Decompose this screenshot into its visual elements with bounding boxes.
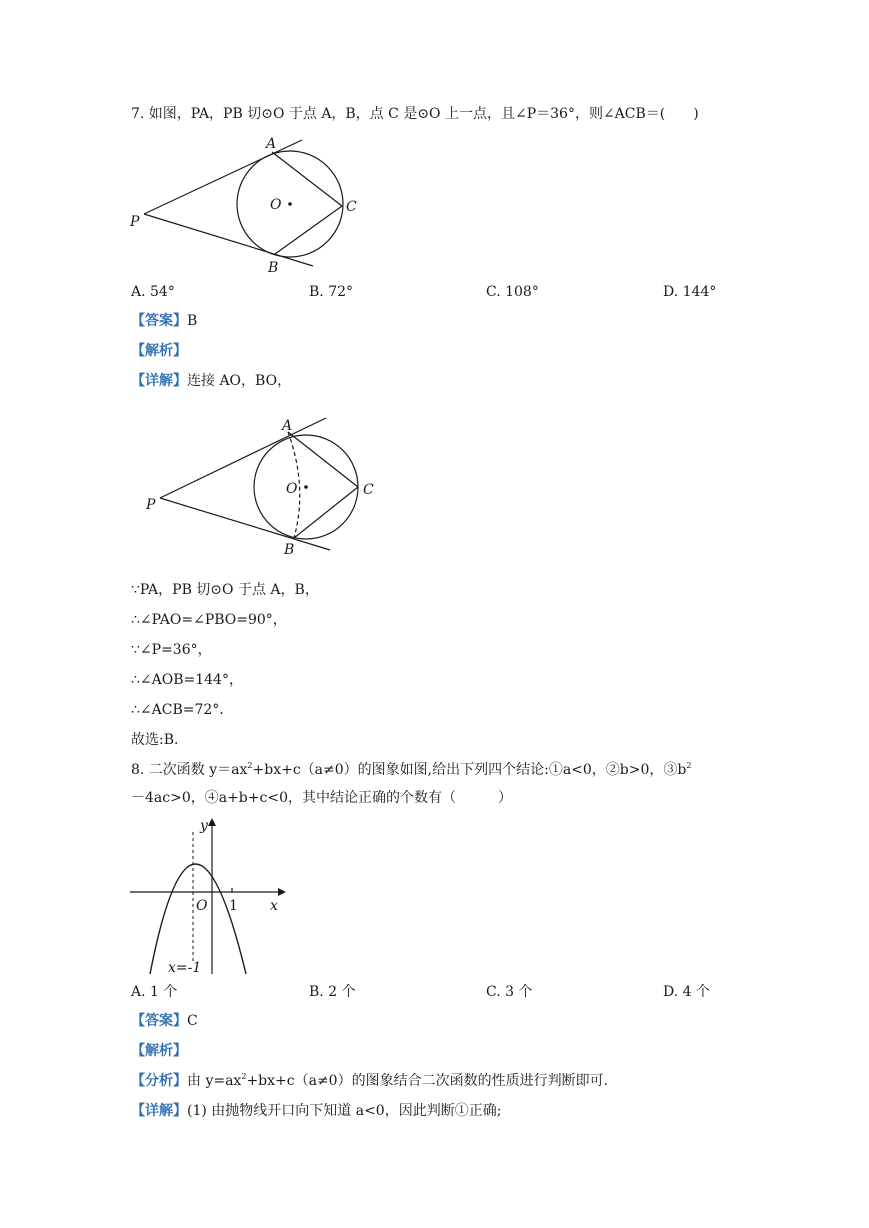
q7-step-4: ∴∠AOB=144°， — [131, 672, 243, 688]
q8-fenxi: 【分析】由 $y=ax^2+bx+c(a\ne 0)$的图象结合二次函数的性质进行判断即可. — [131, 1072, 609, 1089]
label-x: x — [270, 898, 278, 914]
y-axis-arrow — [208, 818, 216, 826]
q8-detail: 【详解】(1) 由抛物线开口向下知道 a<0，因此判断①正确; — [131, 1103, 502, 1119]
center-dot — [288, 202, 292, 206]
q7-conclusion: 故选:B. — [131, 732, 179, 748]
label-p: P — [130, 214, 140, 230]
label-b: B — [268, 260, 279, 276]
tangent-line-pb — [144, 214, 313, 266]
q7-step-2: ∴∠PAO=∠PBO=90°， — [131, 612, 287, 628]
x-axis-arrow — [278, 888, 286, 896]
q8-option-a: A. 1 个 — [131, 984, 178, 1000]
center-dot — [304, 485, 308, 489]
q7-option-b: B. 72° — [309, 284, 354, 300]
tangent-line-pa — [160, 418, 326, 498]
chord-ac — [288, 432, 358, 487]
q8-analysis-tag: 【解析】 — [131, 1043, 187, 1059]
parabola-curve — [150, 864, 246, 974]
label-a: A — [266, 136, 277, 152]
label-p: P — [146, 497, 156, 513]
q7-figure — [120, 128, 360, 278]
q8-option-d: D. 4 个 — [663, 984, 710, 1000]
q7-step-5: ∴∠ACB=72°． — [131, 702, 234, 718]
q7-option-d: D. 144° — [663, 284, 717, 300]
label-o: O — [270, 197, 282, 213]
q7-analysis-tag: 【解析】 — [131, 343, 187, 359]
q7-step-1: ∵PA，PB 切⊙O 于点 A，B， — [131, 582, 319, 598]
q7-stem: 7. 如图，PA，PB 切⊙O 于点 A，B，点 C 是⊙O 上一点，且∠P＝36°，则∠ACB＝( ) — [131, 106, 699, 122]
q8-option-b: B. 2 个 — [309, 984, 356, 1000]
q8-stem-line1: 8. 二次函数 $y=ax^2+bx+c(a\ne 0)$的图象如图,给出下列四个结论:①a<0，②b>0，$③b^2$ — [131, 761, 692, 778]
label-o: O — [196, 898, 208, 914]
label-b: B — [284, 542, 295, 558]
q7-detail: 【详解】连接 AO，BO， — [131, 373, 292, 389]
label-a: A — [282, 418, 293, 434]
q8-option-c: C. 3 个 — [486, 984, 533, 1000]
label-y: y — [200, 818, 208, 834]
q8-parabola-figure — [128, 814, 288, 976]
tangent-line-pb — [160, 498, 330, 550]
label-one: 1 — [229, 898, 238, 914]
chord-ac — [272, 152, 342, 206]
label-axis-eq: x=-1 — [168, 960, 202, 976]
label-c: C — [346, 199, 357, 215]
q7-option-c: C. 108° — [486, 284, 539, 300]
q7-option-a: A. 54° — [131, 284, 175, 300]
q7-answer: 【答案】B — [131, 313, 198, 329]
q8-stem-line2: －4ac>0，④a+b+c<0，其中结论正确的个数有（ ） — [131, 790, 512, 806]
chord-bc — [294, 487, 358, 538]
q7-step-3: ∵∠P=36°， — [131, 642, 212, 658]
q7-solution-figure — [136, 410, 386, 560]
label-o: O — [286, 481, 298, 497]
chord-bc — [275, 206, 342, 254]
q8-answer: 【答案】C — [131, 1013, 198, 1029]
label-c: C — [363, 482, 374, 498]
